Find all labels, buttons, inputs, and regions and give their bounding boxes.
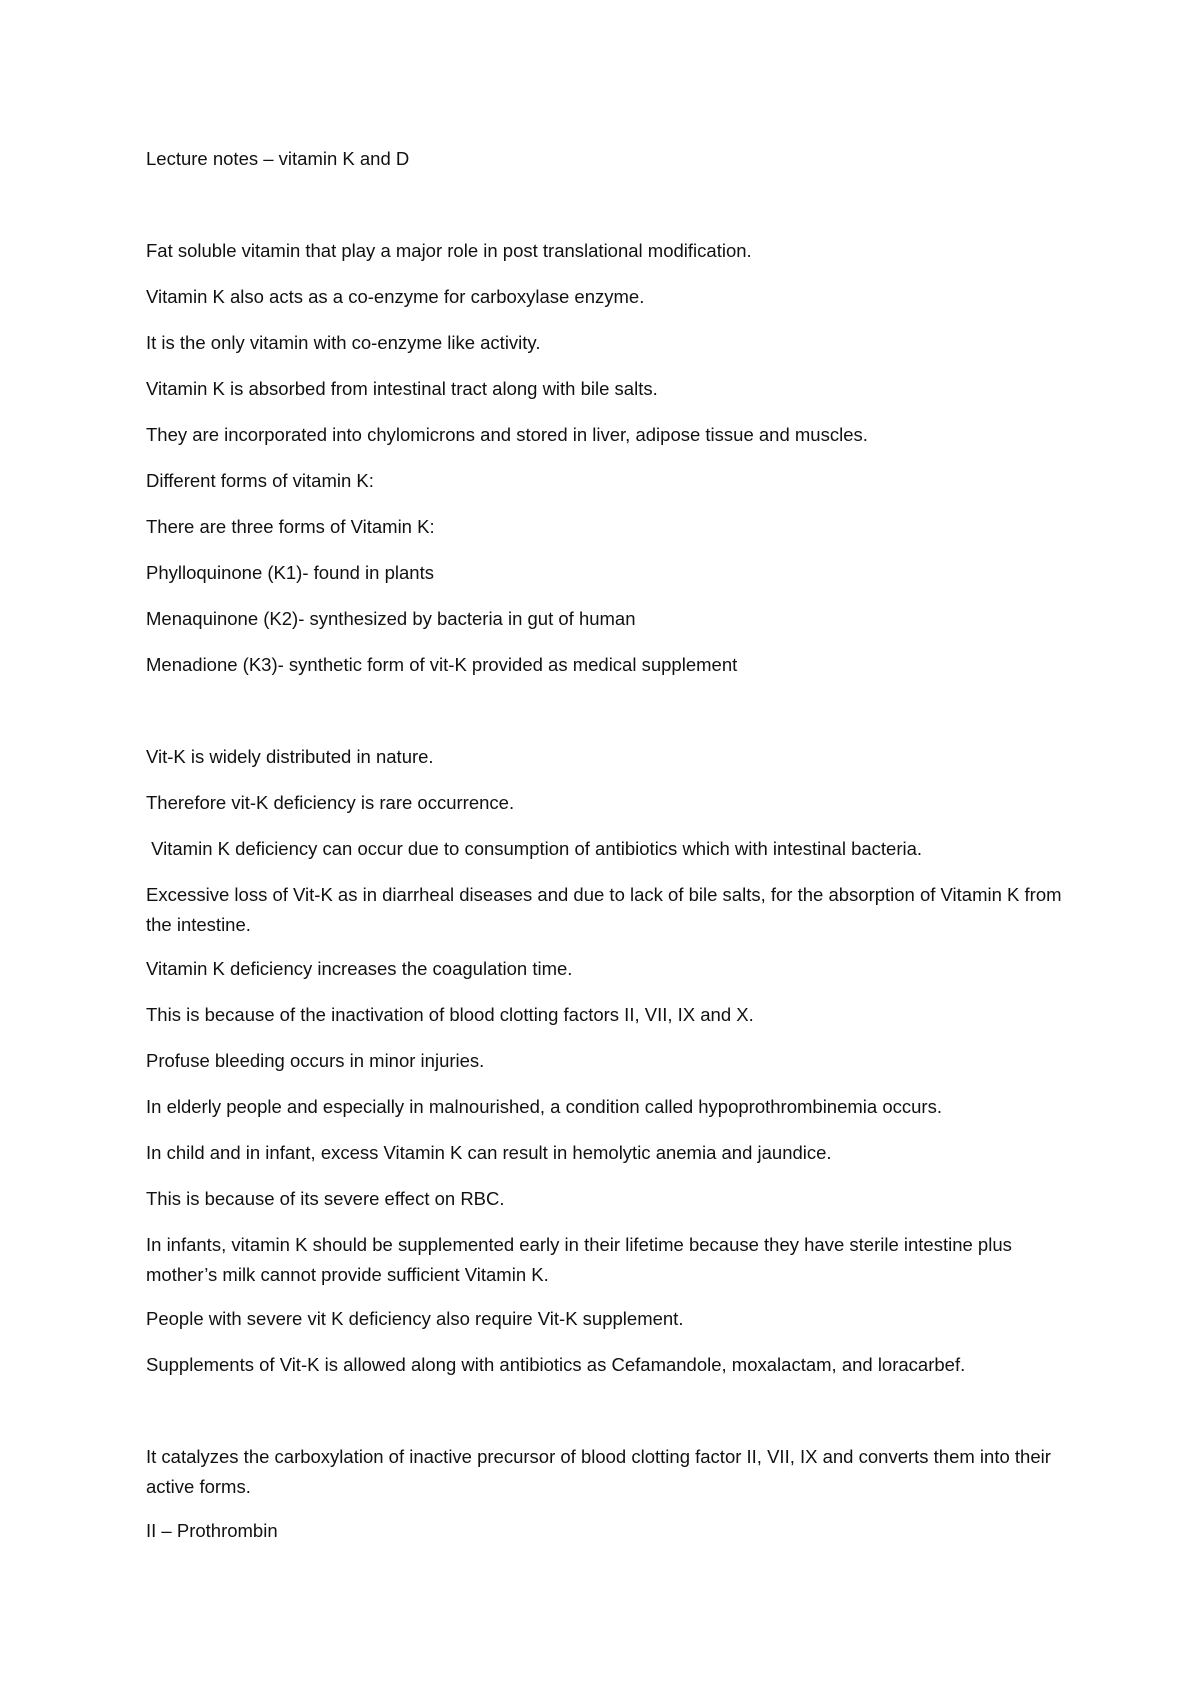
paragraph: Supplements of Vit-K is allowed along with antibiotics as Cefamandole, moxalactam, and loracarbef. <box>146 1354 966 1375</box>
paragraph: Menadione (K3)- synthetic form of vit-K provided as medical supplement <box>146 654 738 675</box>
paragraph: Fat soluble vitamin that play a major role in post translational modification. <box>146 240 752 261</box>
section-vitamin-k-deficiency <box>146 744 1066 1398</box>
paragraph: Menaquinone (K2)- synthesized by bacteria in gut of human <box>146 608 636 629</box>
paragraph: It catalyzes the carboxylation of inactive precursor of blood clotting factor II, VII, IX and converts them into their active forms. <box>146 1446 1051 1497</box>
paragraph: II – Prothrombin <box>146 1520 278 1541</box>
page-title: Lecture notes – vitamin K and D <box>146 148 410 169</box>
paragraph: Different forms of vitamin K: <box>146 470 374 491</box>
paragraph: Profuse bleeding occurs in minor injuries. <box>146 1050 485 1071</box>
section-vitamin-k-overview <box>146 238 1066 698</box>
paragraph: It is the only vitamin with co-enzyme like activity. <box>146 332 541 353</box>
paragraph: They are incorporated into chylomicrons and stored in liver, adipose tissue and muscles. <box>146 424 868 445</box>
paragraph: Vitamin K deficiency increases the coagulation time. <box>146 958 573 979</box>
section-vitamin-k-function <box>146 1442 1066 1564</box>
paragraph: Vit-K is widely distributed in nature. <box>146 746 434 767</box>
paragraph: Vitamin K deficiency can occur due to consumption of antibiotics which with intestinal bacteria. <box>146 838 923 859</box>
paragraph: Therefore vit-K deficiency is rare occurrence. <box>146 792 515 813</box>
paragraph: Excessive loss of Vit-K as in diarrheal diseases and due to lack of bile salts, for the absorption of Vitamin K from the intestine. <box>146 884 1062 935</box>
paragraph: Phylloquinone (K1)- found in plants <box>146 562 434 583</box>
paragraph: In infants, vitamin K should be supplemented early in their lifetime because they have sterile intestine plus mother’s milk cannot provide sufficient Vitamin K. <box>146 1234 1012 1285</box>
paragraph: In elderly people and especially in malnourished, a condition called hypoprothrombinemia occurs. <box>146 1096 942 1117</box>
document-body <box>146 146 1066 1564</box>
paragraph: People with severe vit K deficiency also require Vit-K supplement. <box>146 1308 684 1329</box>
blank-line <box>146 1398 1066 1444</box>
paragraph: This is because of its severe effect on RBC. <box>146 1188 505 1209</box>
paragraph: Vitamin K is absorbed from intestinal tract along with bile salts. <box>146 378 658 399</box>
paragraph: This is because of the inactivation of blood clotting factors II, VII, IX and X. <box>146 1004 754 1025</box>
paragraph: There are three forms of Vitamin K: <box>146 516 435 537</box>
blank-line <box>146 698 1066 744</box>
paragraph: In child and in infant, excess Vitamin K can result in hemolytic anemia and jaundice. <box>146 1142 832 1163</box>
paragraph: Vitamin K also acts as a co-enzyme for carboxylase enzyme. <box>146 286 645 307</box>
